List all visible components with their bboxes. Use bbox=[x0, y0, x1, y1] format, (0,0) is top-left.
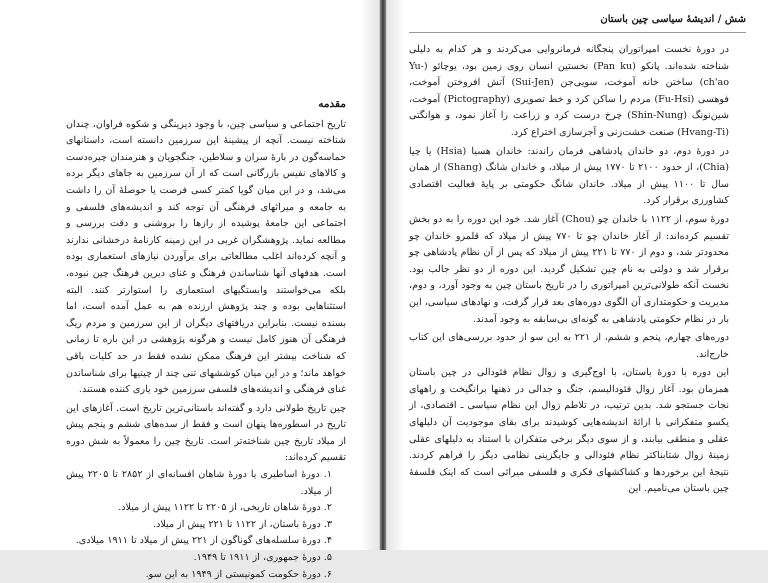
period-item: ۶. دورهٔ حکومت کمونیستی از ۱۹۴۹ به این سو. bbox=[145, 568, 332, 580]
period-item: ۵. دورهٔ جمهوری، از ۱۹۱۱ تا ۱۹۴۹. bbox=[193, 552, 332, 564]
running-head: شش / اندیشهٔ سیاسی چین باستان bbox=[600, 14, 746, 25]
page-gutter-shadow bbox=[387, 0, 405, 550]
body-paragraph-3: دورهٔ سوم، از ۱۱۲۲ با خاندان چو (Chou) آغاز شد. خود این دوره را به دو بخش تقسیم کرده‌اند: از آغاز خاندان چو تا ۷۷۰ پیش از میلاد که قلمرو خاندان چو محدودتر شد، و دوم از ۷۷۰ تا ۲۲۱ پیش از میلاد که پس از آن نظام پادشاهی چو برقرار شد و دولتی به نام چین تشکیل گردید. این دوره از دو نظر جالب بود. نخست آنکه طولانی‌ترین امپراتوری را در تاریخ باستان چین به وجود آورد، و دوم، مدیریت و حکومتداری آن الگوی دوره‌های بعد قرار گرفت، و نهادهای سیاسی، این بار در نظام حکومتی پادشاهی به گونه‌ای بی‌سابقه به وجود آمدند. bbox=[409, 213, 730, 325]
header-rule bbox=[409, 32, 746, 33]
right-page-text-column bbox=[409, 42, 729, 498]
left-page-text-column bbox=[66, 96, 346, 583]
intro-paragraph-1: تاریخ اجتماعی و سیاسی چین، با وجود دیرینگی و شکوه فراوان، چندان شناخته نیست. آنچه از پیشینهٔ این سرزمین دانسته است، داستانهای حماسه‌گون در بارهٔ سران و سلاطین، جنگجویان و هنرمندان چیره‌دست و کالاهای نفیس بازرگانی است که از آن سرزمین به جاهای دیگر برده می‌شد، و در این میان گویا کمتر کسی فرصت یا حوصلهٔ آن را داشت به جامعه و میراثهای فرهنگی آن توجه کند و اندیشه‌های فلسفی و اجتماعی این جامعهٔ پوشیده از رازها را بروشنی و دقت بررسی و مطالعه نماید. پژوهشگران غربی در این زمینه کارنامهٔ درخشانی ندارند و آنچه کرده‌اند اغلب مطالعاتی برای برآوردن نیازهای استعماری بوده است. هدفهای آنها شناساندن فرهنگ و غنای دیرین فرهنگ چین نبوده، بلکه می‌خواستند وابستگیهای استعماری را استوارتر کنند. البته استثناهایی بوده و چند پژوهش ارزنده هم به عمل آمده است، اما بسنده نیست. بنابراین دریافتهای دیگران از این سرزمین و مردم ریگ فرهنگی آن هنوز کامل نیست و هرگونه پژوهشی در این باره تا زمانی که شناخت بیشتر این فرهنگ ممکن نشده فقط در حد کلیات باقی خواهد ماند؛ و در این میان کوششهای تنی چند از چینیها برای شناساندن غنای فرهنگی و اندیشه‌های فلسفی سرزمین خود یاری کننده هستند. bbox=[66, 118, 346, 396]
page-gutter-shadow bbox=[361, 0, 379, 550]
period-item: ۴. دورهٔ سلسله‌های گوناگون از ۲۲۱ پیش از میلاد تا ۱۹۱۱ میلادی. bbox=[75, 535, 332, 547]
right-page bbox=[386, 0, 768, 550]
intro-paragraph-2: چین تاریخ طولانی دارد و گفته‌اند باستانی‌ترین تاریخ است. آغازهای این تاریخ در اسطوره‌ها پنهان است و فقط از سده‌های ششم و پنجم پیش از میلاد تاریخ چین شناخته‌تر است. تاریخ چین را معمولاً به شش دوره تقسیم کرده‌اند: bbox=[66, 402, 346, 464]
left-page bbox=[0, 0, 380, 580]
period-item: ۱. دورهٔ اساطیری یا دورهٔ شاهان افسانه‌ای از ۲۸۵۲ تا ۲۲۰۵ پیش از میلاد. bbox=[66, 469, 332, 497]
section-heading: مقدمه bbox=[318, 98, 346, 110]
body-paragraph-2: در دورهٔ دوم، دو خاندان پادشاهی فرمان راندند: خاندان هسیا (Hsia) یا چیا (Chia)، از حدود ۲۱۰۰ تا ۱۷۷۰ پیش از میلاد، و خاندان شانگ (Shang) از همان سال تا ۱۱۰۰ پیش از میلاد. خاندان شانگ حکومتی بر پایهٔ فعالیت اقتصادی کشاورزی برقرار کرد. bbox=[409, 145, 730, 207]
body-paragraph-5: این دوره با دورهٔ باستان، با اوج‌گیری و زوال نظام فئودالی در چین باستان همزمان بود. آغاز زوال فئودالیسم، جنگ و جدالی در ذهنها برانگیخت و راههای نجات جستجو شد. بدین ترتیب، در تلاطم زوال این نظام سیاسی ـ اقتصادی، از یکسو متفکرانی با ارائهٔ اندیشه‌هایی کوشیدند برای بقای موجودیت آن دلیلهای عقلی و منطقی بیابند، و از سوی دیگر برخی متفکران با استناد به دلیلهای عقلی زمینهٔ زوال شتابناکتر نظام فئودالی و جایگزینی نظامی دیگر را فراهم کردند. نتیجهٔ این برخوردها و کشاکشهای فکری و فلسفی میراثی است که اینک فلسفهٔ چین باستان می‌نامیم. این bbox=[409, 367, 729, 495]
period-list bbox=[66, 467, 346, 583]
period-item: ۳. دورهٔ باستان، از ۱۱۲۲ تا ۲۲۱ پیش از میلاد. bbox=[153, 518, 332, 530]
body-paragraph-1: در دورهٔ نخست امپراتوران پنجگانه فرمانروایی می‌کردند و هر کدام به دلیلی شناخته شده‌اند. پانکو (Pan ku) نخستین انسان روی زمین بود، یوچائو (Yu-ch'ao) ساختن خانه آموخت، سویی‌جن (Sui-Jen) آتش افروختن آموخت، فوهسی (Fu-Hsi) مردم را ساکن کرد و خط تصویری (Pictography) آموخت، شین‌نونگ (Shin-Nung) چرخ درست کرد و زراعت را آغاز نمود، و هوانگتی (Hvang-Ti) صنعت خشت‌زنی و آجرسازی اختراع کرد. bbox=[409, 44, 730, 138]
body-paragraph-4: دوره‌های چهارم، پنجم و ششم، از ۲۲۱ به این سو از حدود بررسی‌های این کتاب خارج‌اند. bbox=[409, 332, 729, 360]
period-item: ۲. دورهٔ شاهان تاریخی، از ۲۲۰۵ تا ۱۱۲۲ پیش از میلاد. bbox=[118, 502, 332, 514]
